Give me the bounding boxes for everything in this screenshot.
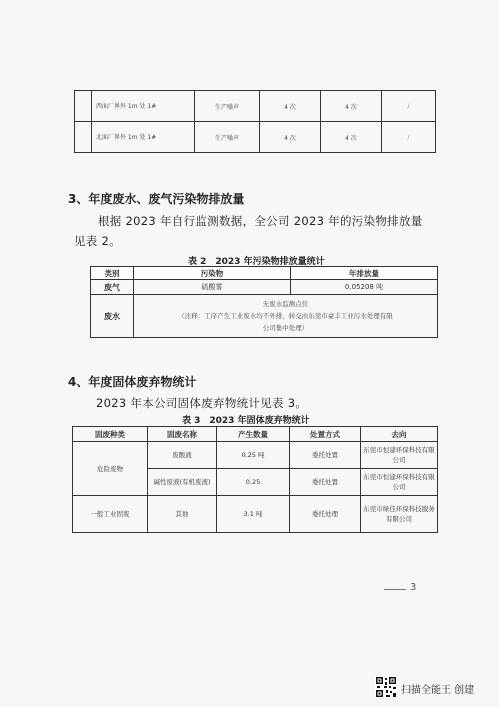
scanner-watermark-text: 扫描全能王 创建 — [401, 685, 475, 696]
note-line: （注释：工序产生工业废水均不外排，转交由东莞市豪丰工业污水处理有限 — [178, 312, 393, 320]
table-cell: 危险废物 — [73, 442, 148, 496]
column-header: 固废名称 — [148, 427, 217, 442]
table-cell: 西面厂界外 1m 处 1# — [92, 91, 195, 122]
section-heading: 3、年度废水、废气污染物排放量 — [68, 192, 245, 206]
column-header: 类别 — [91, 267, 134, 280]
table-cell: 废酸液 — [148, 442, 217, 469]
page-number: 3 — [410, 582, 417, 593]
table-header-row — [91, 267, 438, 280]
table-caption: 表 3 2023 年固体废弃物统计 — [182, 416, 310, 426]
table-cell: / — [382, 91, 436, 122]
table-cell: 生产噪声 — [195, 91, 260, 122]
table-cell: 硫酸雾 — [134, 280, 291, 295]
column-header: 污染物 — [134, 267, 291, 280]
table-cell: 一般工业固废 — [73, 496, 148, 533]
table-cell: 4 次 — [321, 91, 382, 122]
table-cell: 废水 — [91, 295, 134, 338]
table-row — [91, 295, 438, 338]
section-paragraph: 2023 年本公司固体废弃物统计见表 3。 — [96, 396, 308, 410]
column-header: 固废种类 — [73, 427, 148, 442]
table-cell: / — [382, 122, 436, 153]
table-cell: 北面厂界外 1m 处 1# — [92, 122, 195, 153]
table-caption: 表 2 2023 年污染物排放量统计 — [188, 257, 325, 267]
column-header: 处置方式 — [290, 427, 361, 442]
table-cell: 废气 — [91, 280, 134, 295]
noise-monitoring-table — [74, 90, 436, 153]
note-line: 无废水监测点位 — [262, 300, 309, 308]
emissions-table — [90, 266, 438, 338]
table-cell: 0.05208 吨 — [291, 280, 438, 295]
table-row — [73, 496, 438, 533]
table-cell: 东莞市恒建环保科技有限公司 — [361, 442, 438, 469]
table-cell: 生产噪声 — [195, 122, 260, 153]
column-header: 去向 — [361, 427, 438, 442]
table-cell: 东莞市绿佳环保科技服务有限公司 — [361, 496, 438, 533]
table-cell: 其他 — [148, 496, 217, 533]
table-cell: 委托处置 — [290, 469, 361, 496]
table-cell: 0.25 — [217, 469, 290, 496]
table-row — [91, 280, 438, 295]
table-cell: 委托处理 — [290, 496, 361, 533]
table-cell: 4 次 — [321, 122, 382, 153]
table-cell: 东莞市恒建环保科技有限公司 — [361, 469, 438, 496]
table-row — [73, 442, 438, 469]
table-row — [75, 122, 436, 153]
qr-code-icon — [375, 676, 397, 698]
table-cell: 3.1 吨 — [217, 496, 290, 533]
table-cell-note — [134, 295, 438, 338]
table-cell: 4 次 — [260, 91, 321, 122]
section-heading: 4、年度固体废弃物统计 — [68, 375, 197, 389]
table-cell: 4 次 — [260, 122, 321, 153]
section-paragraph: 根据 2023 年自行监测数据，全公司 2023 年的污染物排放量见表 2。 — [74, 214, 423, 248]
column-header: 年排放量 — [291, 267, 438, 280]
note-line: 公司集中处理） — [262, 324, 309, 332]
table-header-row — [73, 427, 438, 442]
page-number-rule — [384, 589, 406, 590]
column-header: 产生数量 — [217, 427, 290, 442]
table-cell: 委托处置 — [290, 442, 361, 469]
table-cell: 碱性废液(有机废液) — [148, 469, 217, 496]
table-cell: 0.25 吨 — [217, 442, 290, 469]
table-row — [75, 91, 436, 122]
solid-waste-table — [72, 426, 438, 533]
